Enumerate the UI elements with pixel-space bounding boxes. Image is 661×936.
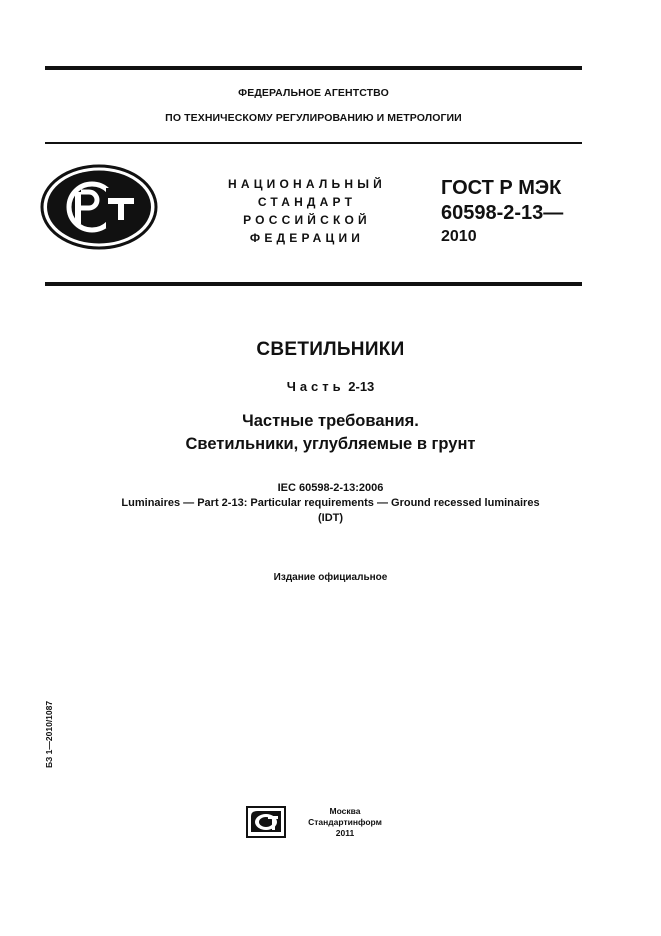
national-standard-line-3: РОССИЙСКОЙ — [243, 213, 371, 227]
standartinform-logo-icon — [246, 806, 286, 838]
publisher-name: Стандартинформ — [308, 817, 382, 827]
standard-code-line-1: ГОСТ Р МЭК — [441, 177, 562, 199]
national-standard-line-2: СТАНДАРТ — [257, 195, 357, 209]
document-title: СВЕТИЛЬНИКИ — [256, 339, 405, 360]
header-rule — [45, 142, 582, 144]
title-block-rule — [45, 282, 582, 286]
national-standard-line-1: НАЦИОНАЛЬНЫЙ — [227, 177, 387, 191]
publisher-year: 2011 — [335, 828, 355, 838]
part-heading — [0, 379, 661, 394]
publisher-block — [300, 806, 390, 839]
iec-title: Luminaires — Part 2-13: Particular requirements — Ground recessed luminaires — [121, 497, 540, 509]
top-rule — [45, 66, 582, 70]
subtitle-line-1: Частные требования. — [242, 412, 419, 430]
subtitle-line-2: Светильники, углубляемые в грунт — [185, 435, 476, 453]
agency-line-1: ФЕДЕРАЛЬНОЕ АГЕНТСТВО — [238, 87, 389, 99]
iec-number: IEC 60598-2-13:2006 — [277, 482, 384, 494]
publisher-city: Москва — [329, 806, 361, 816]
standard-code-line-2: 60598-2-13— — [441, 202, 564, 224]
part-number: 2-13 — [348, 379, 375, 394]
rst-certification-logo-icon — [40, 164, 158, 250]
side-registration-note: БЗ 1—2010/1087 — [44, 700, 54, 768]
iec-status: (IDT) — [317, 512, 344, 524]
standard-designation — [441, 176, 563, 248]
standard-year: 2010 — [441, 228, 477, 245]
part-label: Часть — [286, 379, 345, 394]
agency-line-2: ПО ТЕХНИЧЕСКОМУ РЕГУЛИРОВАНИЮ И МЕТРОЛОГИИ — [165, 112, 462, 124]
iec-reference — [0, 481, 661, 526]
document-subtitle — [0, 410, 661, 456]
edition-label: Издание официальное — [273, 572, 388, 583]
national-standard-label — [212, 175, 402, 247]
national-standard-line-4: ФЕДЕРАЦИИ — [249, 231, 365, 245]
